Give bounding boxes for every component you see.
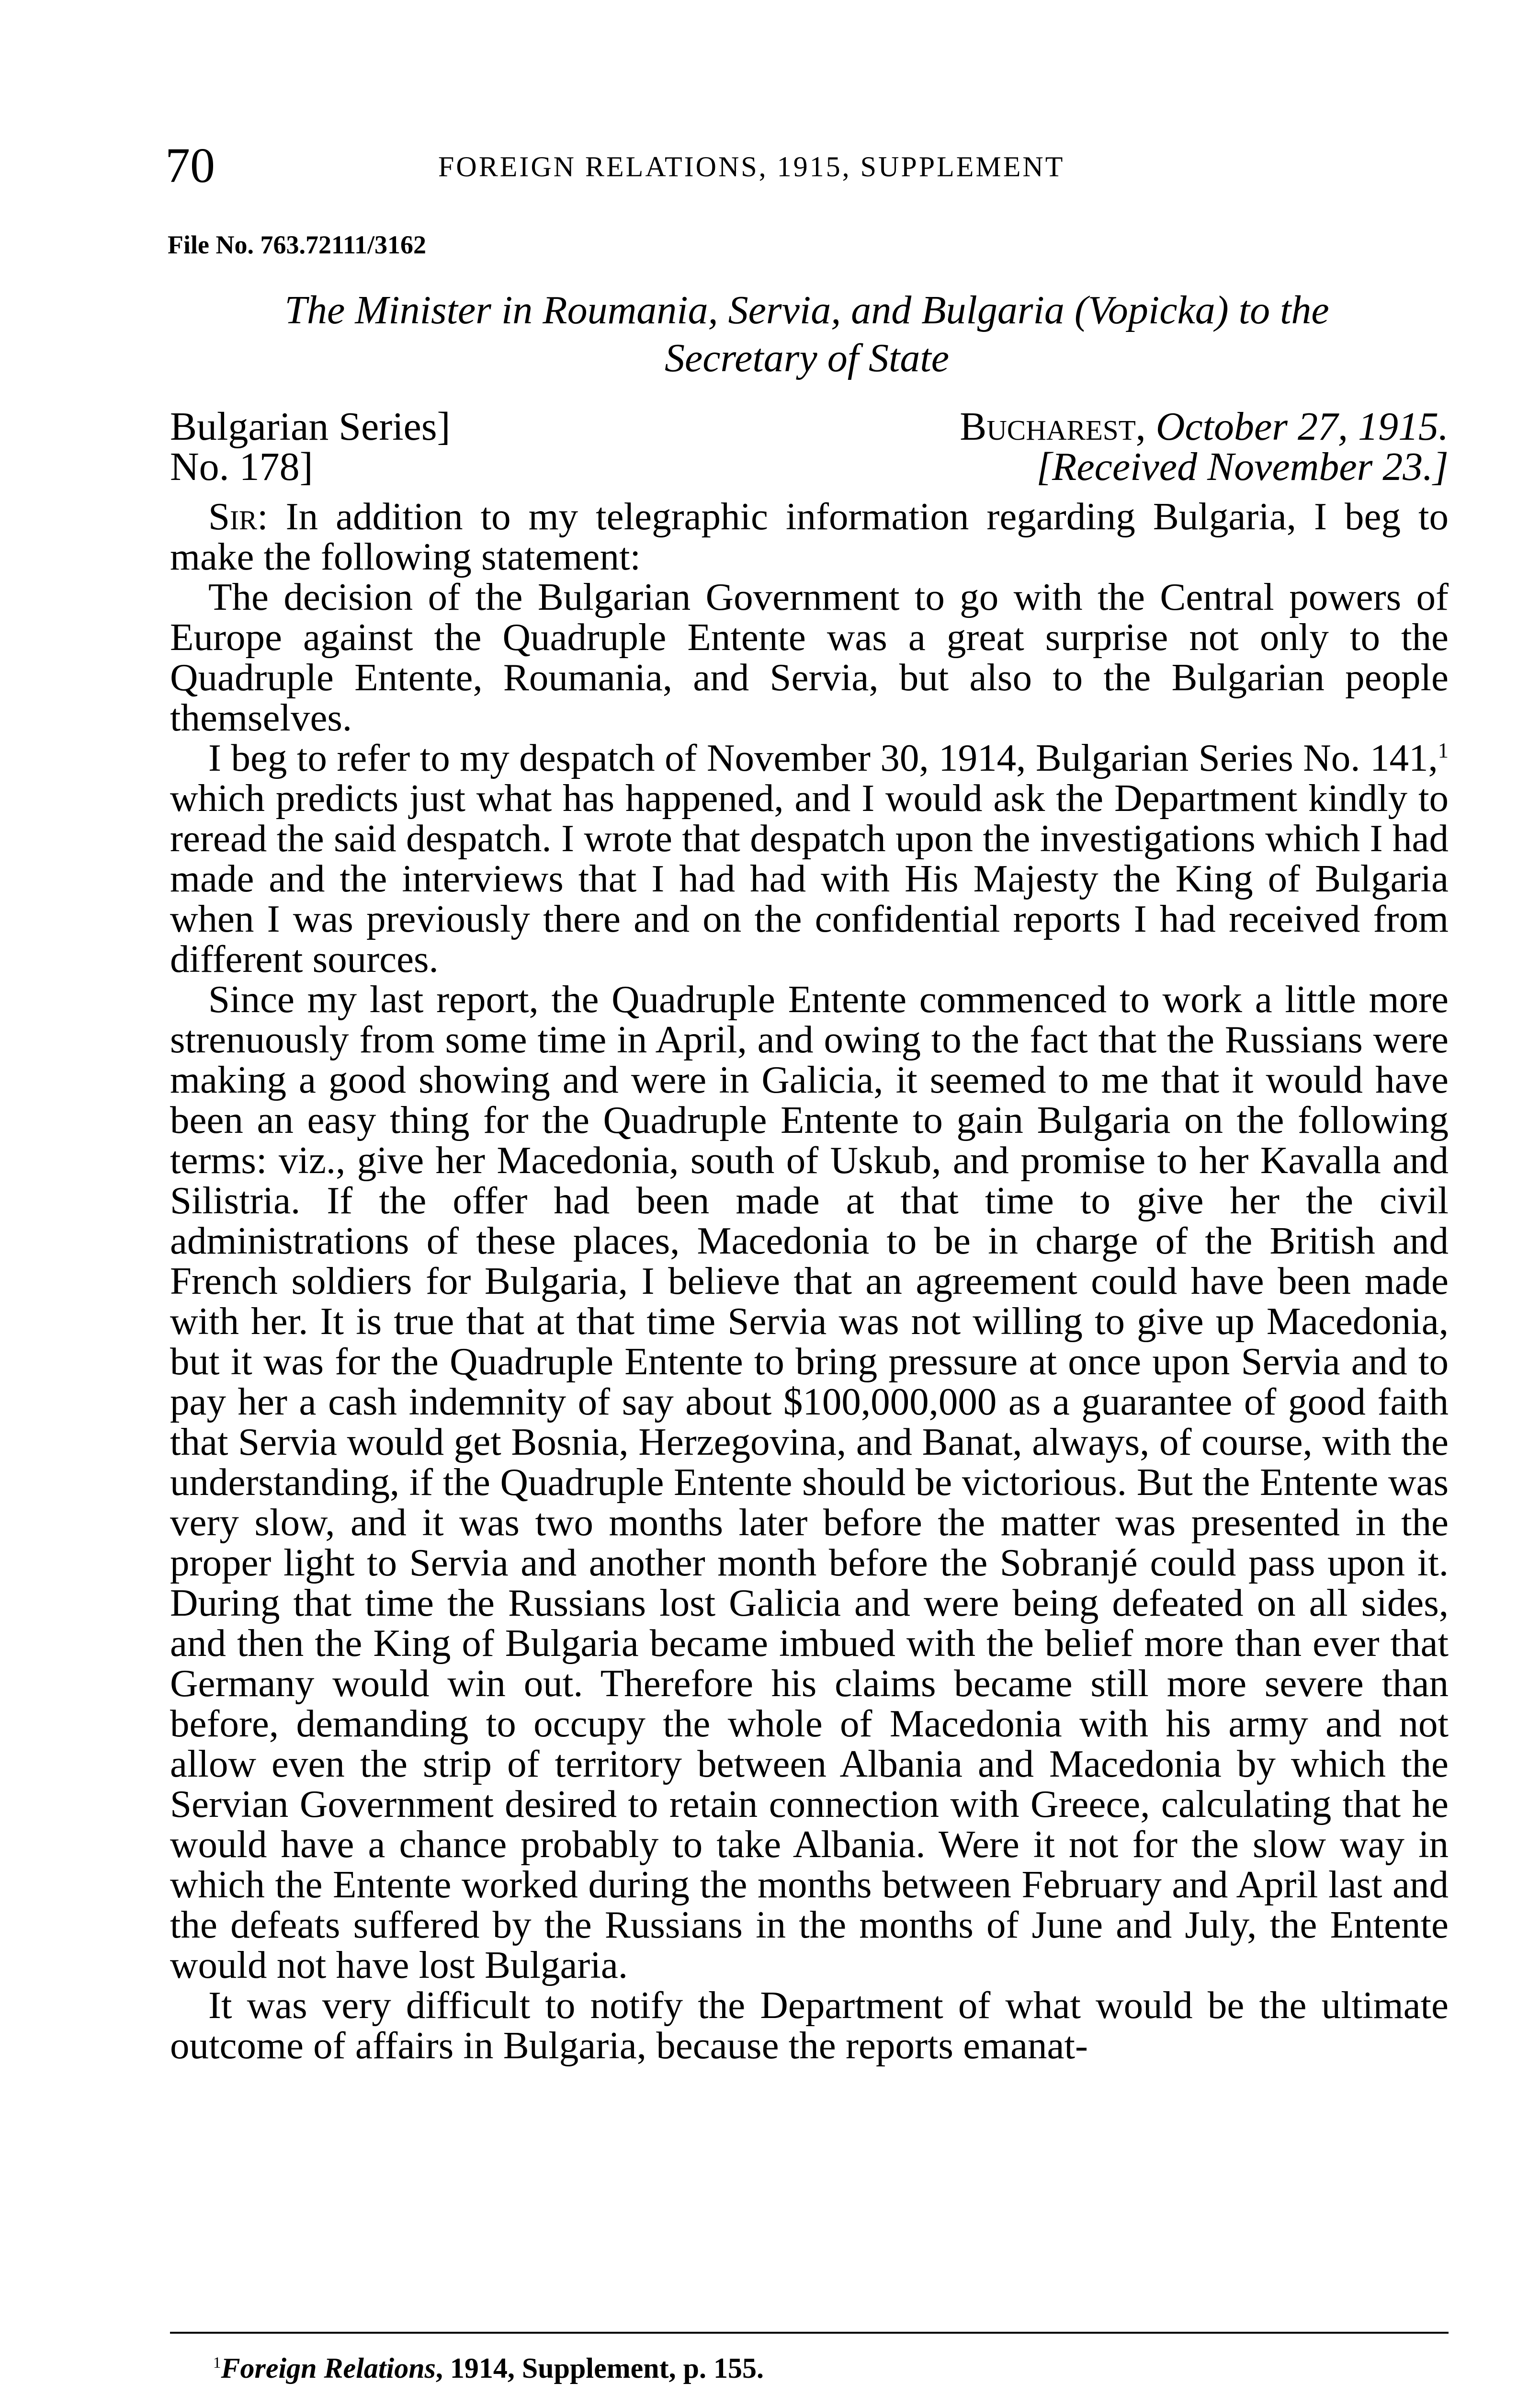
paragraph-3-text-a: I beg to refer to my despatch of November 30, 1914, Bulgarian Series No. 141,: [208, 736, 1438, 779]
date: October 27, 1915.: [1155, 404, 1449, 449]
footnote-divider: [170, 2332, 1449, 2334]
title-line-1: The Minister in Roumania, Servia, and Bulgaria (Vopicka) to the: [284, 288, 1329, 332]
salutation: Sir: [208, 495, 258, 538]
footnote-mark: 1: [213, 2354, 221, 2372]
meta-row-1: [170, 405, 1449, 448]
paragraph-5: It was very difficult to notify the Department of what would be the ultimate outcome of affairs in Bulgaria, because the reports emanat-: [170, 1984, 1449, 2067]
page-header: [165, 137, 1449, 194]
footnote-source: Foreign Relations: [221, 2352, 436, 2384]
paragraph-3-text-b: which predicts just what has happened, and I would ask the Department kindly to reread the said despatch. I wrote that despatch upon the investigations which I had made and the interviews that I had had with His Majesty the King of Bulgaria when I was previously there and on the confidential reports I had received from different sources.: [170, 776, 1449, 981]
paragraph-1-text: : In addition to my telegraphic information regarding Bulgaria, I beg to make the following statement:: [170, 495, 1449, 578]
page-number: 70: [165, 138, 215, 193]
footnote-reference: 1: [1438, 738, 1449, 762]
letter-body: [170, 496, 1449, 2065]
despatch-number: No. 178]: [170, 445, 313, 489]
document-title: [165, 286, 1449, 382]
place-date: [960, 405, 1449, 448]
running-head: FOREIGN RELATIONS, 1915, SUPPLEMENT: [438, 151, 1065, 182]
file-number: File No. 763.72111/3162: [168, 230, 426, 259]
paragraph-4: Since my last report, the Quadruple Entente commenced to work a little more strenuously from some time in April, and owing to the fact that the Russians were making a good showing and were in Galicia, it seemed to me that it would have been an easy thing for the Quadruple Entente to gain Bulgaria on the following terms: viz., give her Macedonia, south of Uskub, and promise to her Kavalla and Silistria. If the offer had been made at that time to give her the civil administrations of these places, Macedonia to be in charge of the British and French soldiers for Bulgaria, I believe that an agreement could have been made with her. It is true that at that time Servia was not willing to give up Macedonia, but it was for the Quadruple Entente to bring pressure at once upon Servia and to pay her a cash indemnity of say about $100,000,000 as a guarantee of good faith that Servia would get Bosnia, Herzegovina, and Banat, always, of course, with the understanding, if the Quadruple Entente should be victorious. But the Entente was very slow, and it was two months later before the matter was presented in the proper light to Servia and another month before the Sobranjé could pass upon it. During that time the Russians lost Galicia and were being defeated on all sides, and then the King of Bulgaria became imbued with the belief more than ever that Germany would win out. Therefore his claims became still more severe than before, demanding to occupy the whole of Macedonia with his army and not allow even the strip of territory between Albania and Macedonia by which the Servian Government desired to retain connection with Greece, calculating that he would have a chance probably to take Albania. Were it not for the slow way in which the Entente worked during the months between February and April last and the defeats suffered by the Russians in the months of June and July, the Entente would not have lost Bulgaria.: [170, 978, 1449, 1986]
meta-row-2: [170, 445, 1449, 489]
received-date: [Received November 23.]: [1036, 445, 1449, 489]
footnote-text: , 1914, Supplement, p. 155.: [435, 2352, 764, 2384]
paragraph-1: [170, 496, 1449, 577]
place: Bucharest,: [960, 404, 1146, 449]
series-label: Bulgarian Series]: [170, 404, 451, 449]
footnote: [213, 2349, 764, 2387]
title-line-2: Secretary of State: [664, 336, 950, 380]
paragraph-3: [170, 738, 1449, 979]
paragraph-2: The decision of the Bulgarian Government to go with the Central powers of Europe against the Quadruple Entente was a great surprise not only to the Quadruple Entente, Roumania, and Servia, but also to the Bulgarian people themselves.: [170, 575, 1449, 739]
